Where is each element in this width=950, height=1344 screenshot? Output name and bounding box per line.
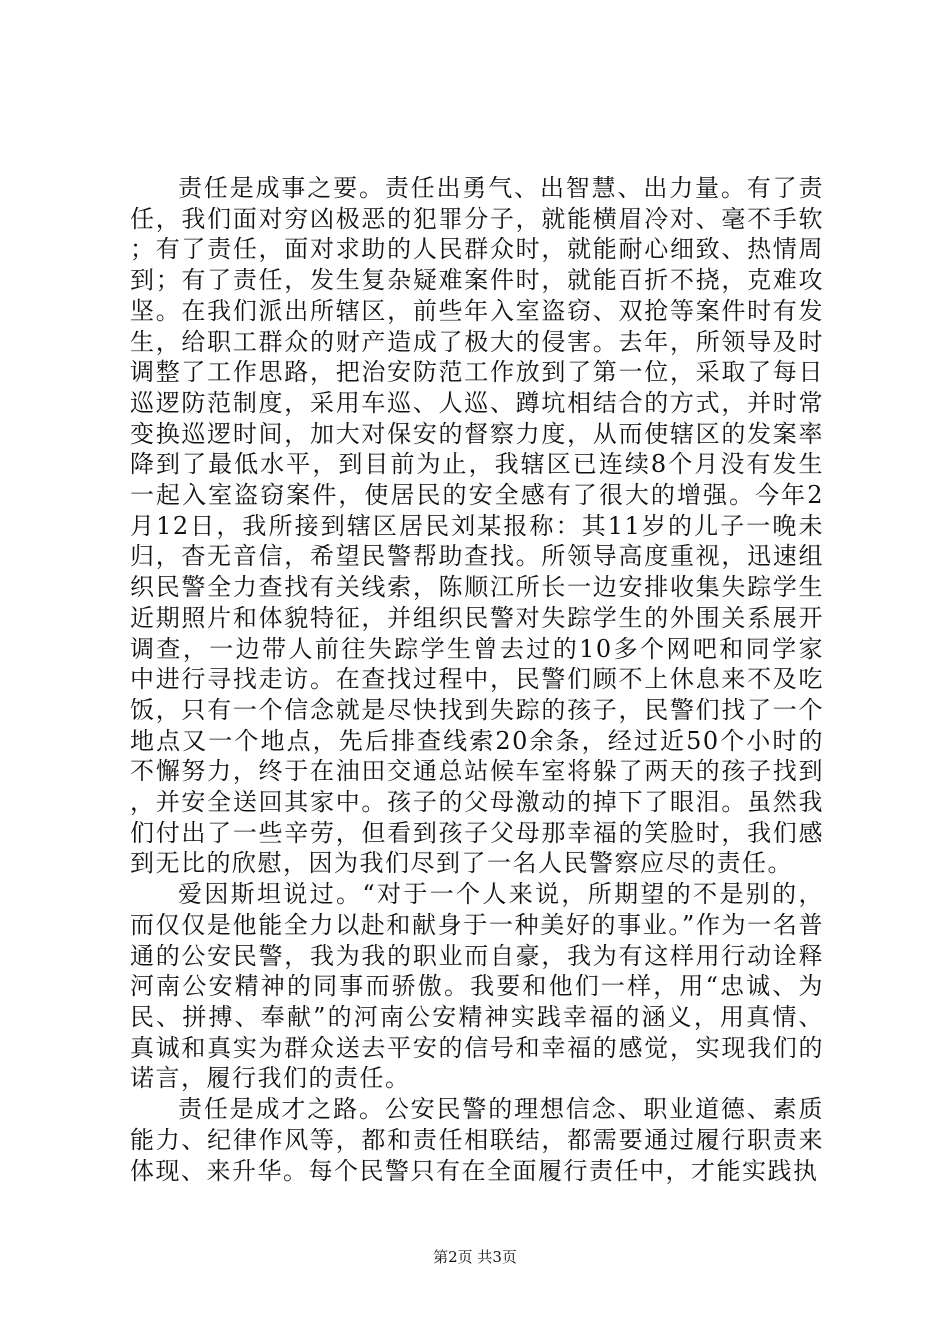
paragraph-responsibility-success: 责任是成事之要。责任出勇气、出智慧、出力量。有了责任，我们面对穷凶极恶的犯罪分子，就能横眉冷对、毫不手软；有了责任，面对求助的人民群众时，就能耐心细致、热情周到；有了责任，发生复杂疑难案件时，就能百折不挠，克难攻坚。在我们派出所辖区，前些年入室盗窃、双抢等案件时有发生，给职工群众的财产造成了极大的侵害。去年，所领导及时调整了工作思路，把治安防范工作放到了第一位，采取了每日巡逻防范制度，采用车巡、人巡、蹲坑相结合的方式，并时常变换巡逻时间，加大对保安的督察力度，从而使辖区的发案率降到了最低水平，到目前为止，我辖区已连续8个月没有发生一起入室盗窃案件，使居民的安全感有了很大的增强。今年2月12日，我所接到辖区居民刘某报称：其11岁的儿子一晚未归，杳无音信，希望民警帮助查找。所领导高度重视，迅速组织民警全力查找有关线索，陈顺江所长一边安排收集失踪学生近期照片和体貌特征，并组织民警对失踪学生的外围关系展开调查，一边带人前往失踪学生曾去过的10多个网吧和同学家中进行寻找走访。在查找过程中，民警们顾不上休息来不及吃饭，只有一个信念就是尽快找到失踪的孩子，民警们找了一个地点又一个地点，先后排查线索20余条，经过近50个小时的不懈努力，终于在油田交通总站候车室将躲了两天的孩子找到，并安全送回其家中。孩子的父母激动的掉下了眼泪。虽然我们付出了一些辛劳，但看到孩子父母那幸福的笑脸时，我们感到无比的欣慰，因为我们尽到了一名人民警察应尽的责任。 bbox=[130, 174, 824, 878]
paragraph-responsibility-growth: 责任是成才之路。公安民警的理想信念、职业道德、素质能力、纪律作风等，都和责任相联结，都需要通过履行职责来体现、来升华。每个民警只有在全面履行责任中，才能实践执 bbox=[130, 1095, 824, 1185]
document-body bbox=[130, 173, 824, 1186]
paragraph-einstein-quote: 爱因斯坦说过。“对于一个人来说，所期望的不是别的，而仅仅是他能全力以赴和献身于一种美好的事业。”作为一名普通的公安民警，我为我的职业而自豪，我为有这样用行动诠释河南公安精神的同事而骄傲。我要和他们一样，用“忠诚、为民、拼搏、奉献”的河南公安精神实践幸福的涵义，用真情、真诚和真实为群众送去平安的信号和幸福的感觉，实现我们的诺言，履行我们的责任。 bbox=[130, 880, 824, 1093]
page-footer: 第2页 共3页 bbox=[433, 1248, 517, 1266]
